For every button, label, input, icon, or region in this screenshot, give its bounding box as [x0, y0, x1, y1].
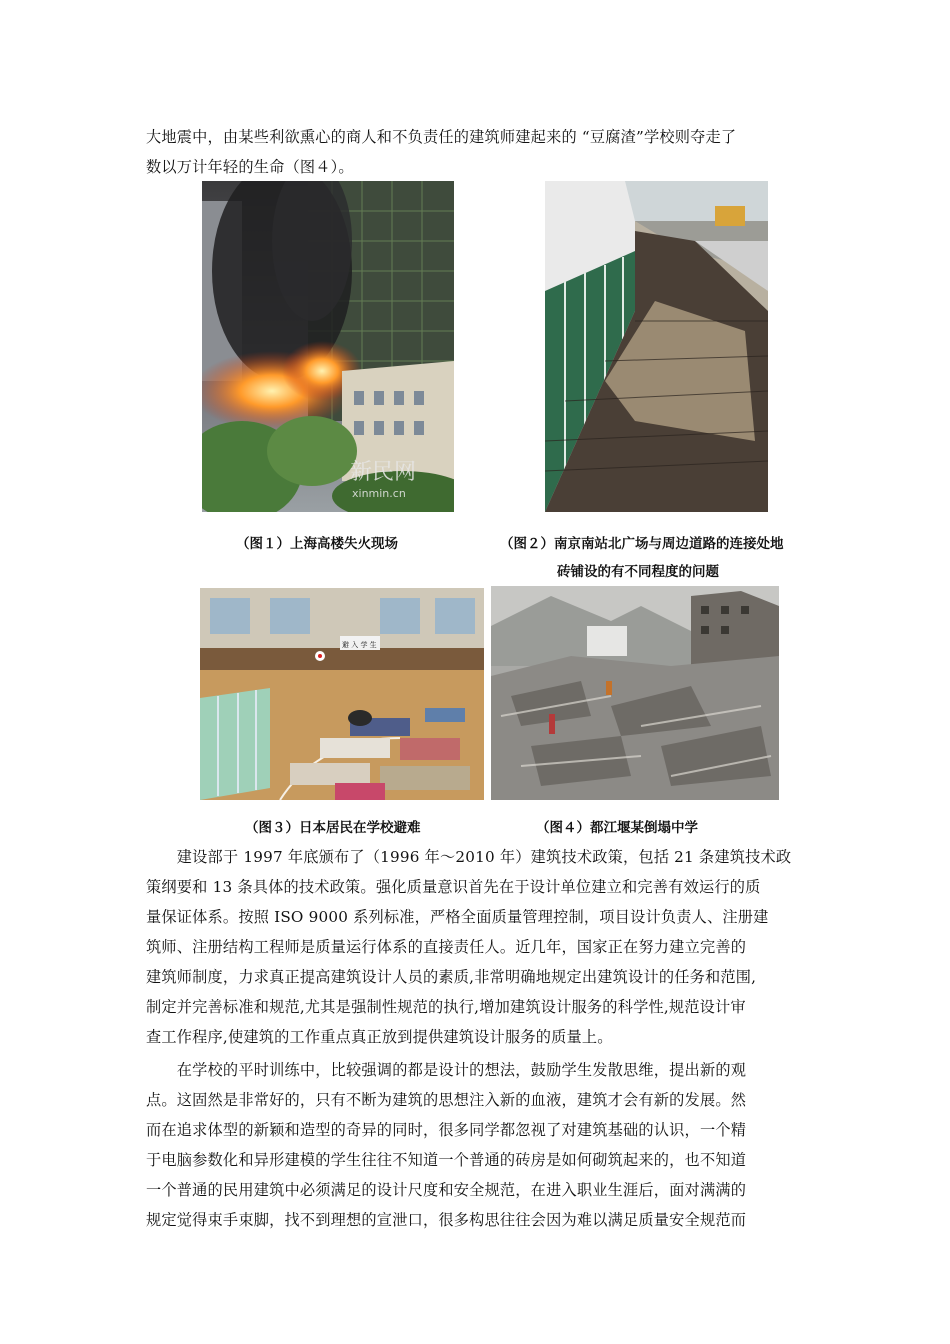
paragraph-2-line-4: 于电脑参数化和异形建模的学生往往不知道一个普通的砖房是如何砌筑起来的，也不知道 — [146, 1151, 747, 1169]
paragraph-2-line-6: 规定觉得束手束脚，找不到理想的宣泄口，很多构思往往会因为难以满足质量安全规范而 — [146, 1211, 747, 1229]
figure-2-caption-line-1: （图２）南京南站北广场与周边道路的连接处地 — [500, 536, 784, 552]
paragraph-2-line-1: 在学校的平时训练中，比较强调的都是设计的想法，鼓励学生发散思维，提出新的观 — [146, 1061, 747, 1079]
intro-line-2: 数以万计年轻的生命（图４）。 — [146, 158, 354, 176]
paragraph-2-line-3: 而在追求体型的新颖和造型的奇异的同时，很多同学都忽视了对建筑基础的认识，一个精 — [146, 1121, 747, 1139]
paragraph-1-line-4: 筑师、注册结构工程师是质量运行体系的直接责任人。近几年，国家正在努力建立完善的 — [146, 938, 747, 956]
figure-2-photo — [545, 181, 768, 512]
figure-1-watermark: 新民网 — [350, 460, 417, 485]
paragraph-1-line-3: 量保证体系。按照 ISO 9000 系列标准，严格全面质量管理控制，项目设计负责人、注册建 — [146, 908, 769, 926]
paragraph-1-line-1: 建设部于 1997 年底颁布了（1996 年～2010 年）建筑技术政策，包括 21 条建筑技术政 — [146, 848, 792, 866]
figure-1-watermark-sub: xinmin.cn — [352, 487, 406, 500]
figure-4-photo — [491, 586, 779, 800]
paragraph-1-line-6: 制定并完善标准和规范,尤其是强制性规范的执行,增加建筑设计服务的科学性,规范设计审 — [146, 998, 746, 1016]
figure-3-banner: 避 入 学 生 — [342, 641, 377, 649]
intro-line-1: 大地震中，由某些利欲熏心的商人和不负责任的建筑师建起来的 “豆腐渣”学校则夺走了 — [146, 128, 737, 146]
figure-4-caption: （图４）都江堰某倒塌中学 — [536, 820, 698, 836]
paragraph-1-line-2: 策纲要和 13 条具体的技术政策。强化质量意识首先在于设计单位建立和完善有效运行的质 — [146, 878, 761, 896]
figure-3-photo — [200, 588, 484, 800]
paragraph-1-line-7: 查工作程序,使建筑的工作重点真正放到提供建筑设计服务的质量上。 — [146, 1028, 613, 1046]
figure-1-photo — [202, 181, 454, 512]
figure-3-caption: （图３）日本居民在学校避难 — [245, 820, 421, 836]
figure-2-caption-line-2: 砖铺设的有不同程度的问题 — [557, 564, 719, 580]
paragraph-2-line-2: 点。这固然是非常好的，只有不断为建筑的思想注入新的血液，建筑才会有新的发展。然 — [146, 1091, 747, 1109]
figure-1-caption: （图１）上海高楼失火现场 — [236, 536, 398, 552]
paragraph-1-line-5: 建筑师制度，力求真正提高建筑设计人员的素质,非常明确地规定出建筑设计的任务和范围, — [146, 968, 757, 986]
paragraph-2-line-5: 一个普通的民用建筑中必须满足的设计尺度和安全规范，在进入职业生涯后，面对满满的 — [146, 1181, 747, 1199]
